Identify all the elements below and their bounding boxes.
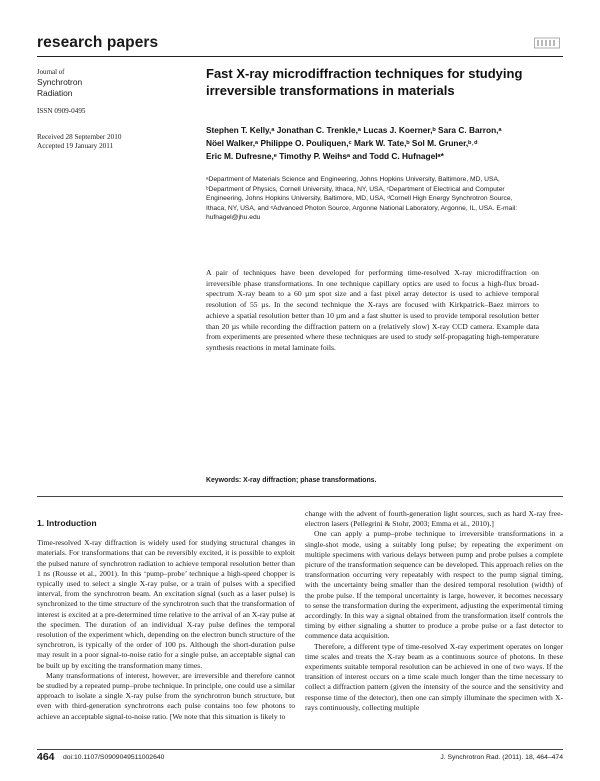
author-list [206,124,566,164]
issn: ISSN 0909-0495 [37,107,86,116]
keywords-text: X-ray diffraction; phase transformations. [243,477,377,484]
abstract: A pair of techniques have been developed for performing time-resolved X-ray microdiffraction on irreversible phase transformations. In one technique capillary optics are used to focus a high-flux broad-spectrum X-ray beam to a 60 µm spot size and a fast pixel array detector is used to achieve temporal resolution of 55 µs. In the second technique the X-rays are focused with Kirkpatrick–Baez mirrors to achieve a spatial resolution better than 10 µm and a fast shutter is used to provide temporal resolution better than 20 µs while recording the diffraction pattern on a (relatively slow) X-ray CCD camera. Example data from experiments are presented where these techniques are used to study self-propagating high-temperature synthesis reactions in metal laminate foils. [206,268,539,352]
paragraph: change with the advent of fourth-generation light sources, such as hard X-ray free-electron lasers (Pellegrini & Stohr, 2003; Emma et al., 2010).] [305,509,563,529]
author-line: Eric M. Dufresne,ᵉ Timothy P. Weihsᵃ and Todd C. Hufnagelᵃ* [206,151,444,162]
footer-rule [37,749,563,750]
keywords [206,477,566,484]
keywords-label: Keywords: [206,477,242,484]
left-column [37,518,295,722]
author-line: Stephen T. Kelly,ᵃ Jonathan C. Trenkle,ᵃ Lucas J. Koerner,ᵇ Sara C. Barron,ᵃ [206,125,502,135]
abstract-rule [37,496,563,497]
page-number: 464 [37,751,55,763]
doi-link[interactable]: doi:10.1107/S0909049511002640 [63,754,165,761]
section-heading: 1. Introduction [37,518,97,528]
journal-name-line-1: Synchrotron [37,77,83,88]
journal-name-line-2: Radiation [37,87,73,98]
paragraph: Therefore, a different type of time-resolved X-ray experiment operates on longer time scales and treats the X-ray beam as a continuous source of photons. In these experiments suitable temporal resolution can be achieved in one of two ways. If the transition of interest occurs on a time scale much longer than the time necessary to collect a diffraction pattern (given the intensity of the source and the sensitivity and response time of the detector), then one can simply illuminate the specimen with X-rays continuously, collecting multiple [305,641,563,712]
paragraph: One can apply a pump–probe technique to irreversible transformations in a single-shot mode, using a suitably long pulse; by repeating the experiment on multiple specimens with various delays between pump and probe pulses a complete picture of the transformation sequence can be developed. This approach relies on the transformation occurring very repeatably with respect to the pump signal timing, with the uncertainty being smaller than the desired temporal resolution (width) of the probe pulse. If the temporal uncertainty is large, however, it becomes necessary to sense the transformation during the experiment, adjusting the experimental timing accordingly. In this way a signal obtained from the transformation itself controls the timing by either signaling a shutter to produce a probe pulse or a fast detector to commence data acquisition. [305,529,563,641]
paragraph: Many transformations of interest, however, are irreversible and therefore cannot be studied by a repeated pump–probe technique. In principle, one could use a similar approach to isolate a single X-ray pulse from the synchrotron bunch structure, but even with third-generation synchrotrons each pulse contains too few photons to achieve an acceptable signal-to-noise ratio. [We note that this situation is likely to [37,670,295,721]
iucr-logo-icon [534,36,560,50]
journal-citation: J. Synchrotron Rad. (2011). 18, 464–474 [440,754,563,761]
journal-prefix: Journal of [37,69,65,76]
right-column [305,509,563,713]
journal-sidebar [37,68,149,151]
paper-title: Fast X-ray microdiffraction techniques for studying irreversible transformations in materials [206,66,523,98]
section-header: research papers [37,34,159,51]
author-line: Nöel Walker,ᵃ Philippe O. Pouliquen,ᶜ Mark W. Tate,ᵇ Sol M. Gruner,ᵇ˒ᵈ [206,138,478,149]
paragraph: Time-resolved X-ray diffraction is widely used for studying structural changes in materials. For transformations that can be reversibly excited, it is possible to exploit the pulsed nature of synchrotron radiation to achieve temporal resolution better than 1 ns (Rousse et al., 2001). In this ‘pump–probe’ technique a high-speed chopper is typically used to select a single X-ray pulse, or a train of pulses with a specified interval, from the synchrotron beam. An excitation signal (such as a laser pulse) is synchronized to the time structure of the synchrotron such that the transformation of interest is excited at a pre-determined time relative to the arrival of an X-ray pulse at the specimen. The duration of an individual X-ray pulse defines the temporal resolution of the experiment which, depending on the electron bunch structure of the synchrotron, is typically of the order of 100 ps. Although the short-duration pulse may result in a poor signal-to-noise ratio for a single pulse, an acceptable signal can be built up by exciting the transformation many times. [37,538,295,670]
header-rule [37,56,563,57]
affiliations: ᵃDepartment of Materials Science and Engineering, Johns Hopkins University, Baltimore, MD, USA, ᵇDepartment of Physics, Cornell University, Ithaca, NY, USA, ᶜDepartment of Electrical and Computer Engineering, Johns Hopkins University, Baltimore, MD, USA, ᵈCornell High Energy Synchrotron Source, Ithaca, NY, USA, and ᵉAdvanced Photon Source, Argonne National Laboratory, Argonne, IL, USA. E-mail: hufnagel@jhu.edu [206,176,518,222]
accepted-date: Accepted 19 January 2011 [37,142,114,151]
received-date: Received 28 September 2010 [37,132,122,141]
